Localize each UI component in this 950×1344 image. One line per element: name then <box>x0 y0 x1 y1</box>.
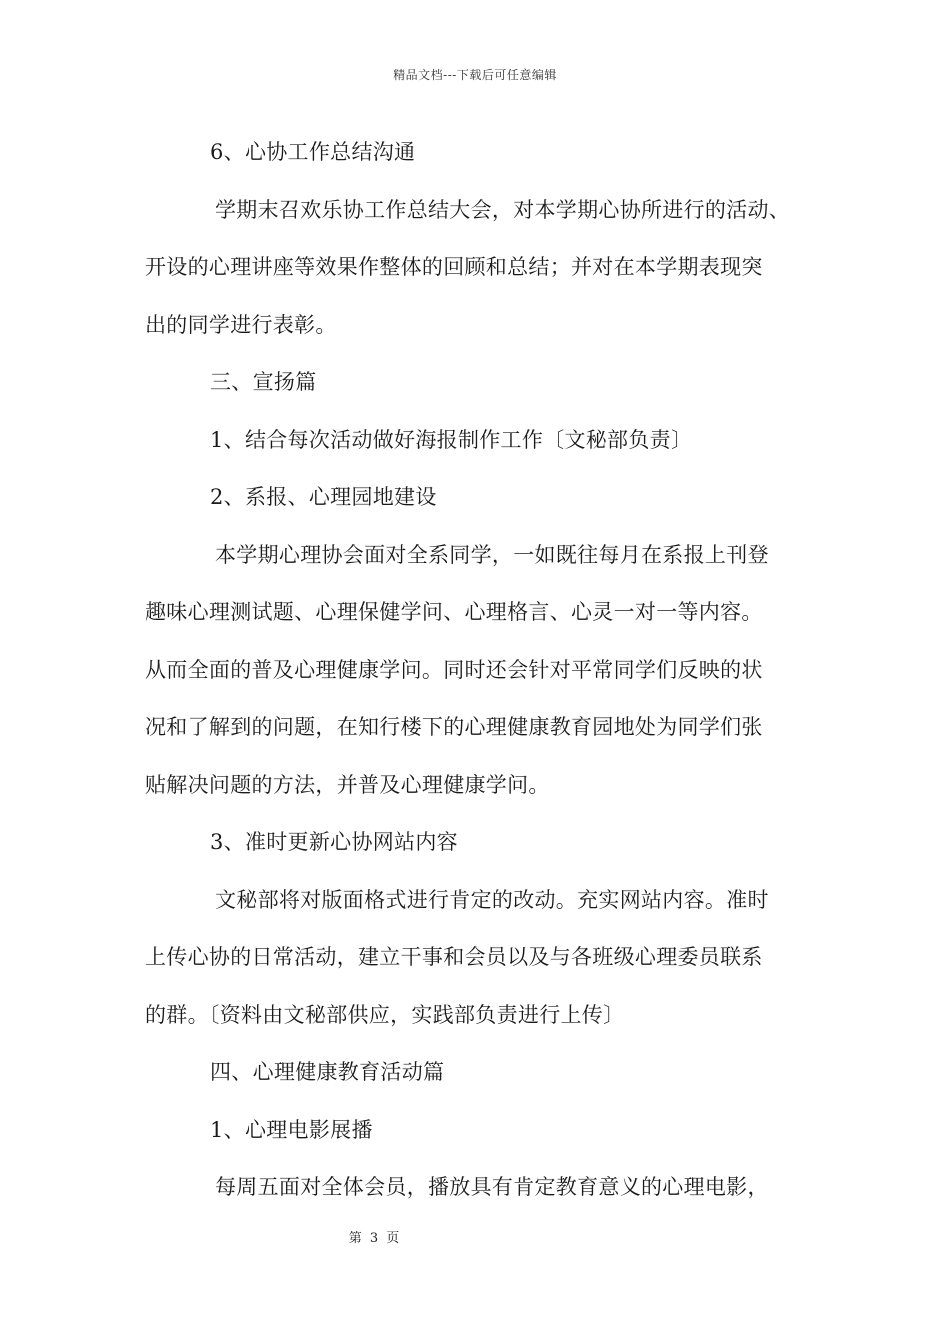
paragraph-line: 出的同学进行表彰。 <box>145 312 337 337</box>
paragraph-line: 况和了解到的问题，在知行楼下的心理健康教育园地处为同学们张 <box>145 715 763 739</box>
section-heading: 6、心协工作总结沟通 <box>210 140 416 164</box>
page-header: 精品文档---下载后可任意编辑 <box>393 68 557 82</box>
paragraph-line: 从而全面的普及心理健康学问。同时还会针对平常同学们反映的状 <box>145 657 763 682</box>
paragraph-line: 上传心协的日常活动，建立干事和会员以及与各班级心理委员联系 <box>145 945 763 969</box>
section-heading: 三、宣扬篇 <box>210 370 317 394</box>
paragraph-line: 本学期心理协会面对全系同学，一如既往每月在系报上刊登 <box>215 542 769 567</box>
paragraph-line: 贴解决问题的方法，并普及心理健康学问。 <box>145 772 550 797</box>
page-number: 第 3 页 <box>348 1231 402 1246</box>
paragraph-line: 学期末召欢乐协工作总结大会，对本学期心协所进行的活动、 <box>215 197 791 222</box>
document-body <box>145 130 810 1223</box>
section-heading: 1、结合每次活动做好海报制作工作〔文秘部负责〕 <box>210 427 693 452</box>
paragraph-line: 开设的心理讲座等效果作整体的回顾和总结；并对在本学期表现突 <box>145 255 763 279</box>
section-heading: 2、系报、心理园地建设 <box>210 485 437 509</box>
paragraph-line: 趣味心理测试题、心理保健学问、心理格言、心灵一对一等内容。 <box>145 600 763 624</box>
section-heading: 四、心理健康教育活动篇 <box>210 1060 445 1084</box>
paragraph-line: 文秘部将对版面格式进行肯定的改动。充实网站内容。准时 <box>215 887 769 912</box>
paragraph-line: 每周五面对全体会员，播放具有肯定教育意义的心理电影， <box>215 1175 769 1199</box>
paragraph-line: 的群。〔资料由文秘部供应，实践部负责进行上传〕 <box>145 1002 625 1027</box>
section-heading: 1、心理电影展播 <box>210 1117 373 1142</box>
section-heading: 3、准时更新心协网站内容 <box>210 830 458 854</box>
